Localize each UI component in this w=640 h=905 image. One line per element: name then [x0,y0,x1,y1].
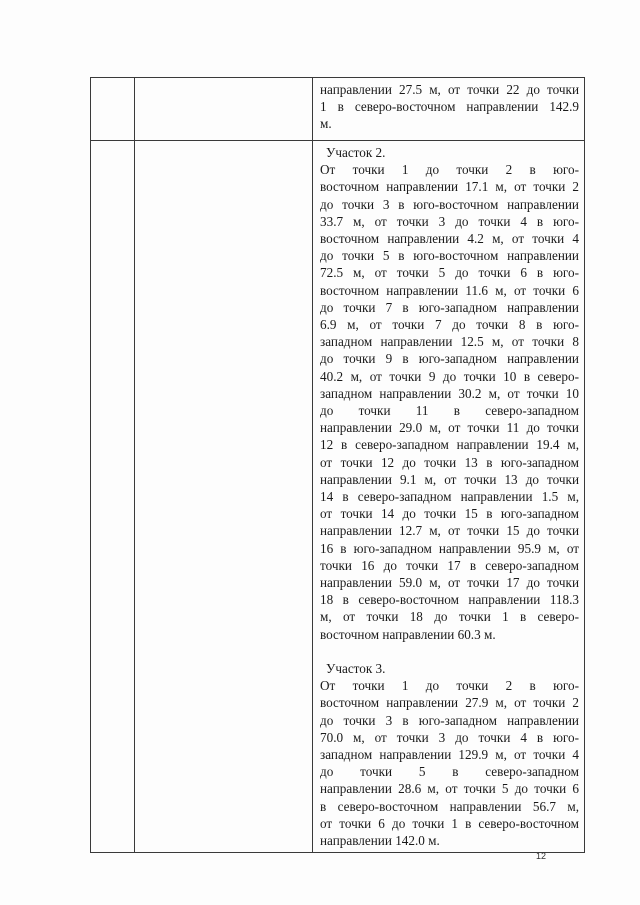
text-line: восточном направлении 11.6 м, от точки 6 [320,282,579,298]
text-line: восточном направлении 17.1 м, от точки 2 [320,179,579,195]
section-spacer [320,643,579,660]
text-line: до точки 3 в юго-восточном направлении [320,196,579,212]
text-line: 12 в северо-западном направлении 19.4 м, [320,437,579,453]
text-line: от точки 6 до точки 1 в северо-восточном [320,815,579,831]
text-line: до точки 3 в юго-западном направлении [320,712,579,728]
row1-text [313,78,584,136]
text-line: от точки 12 до точки 13 в юго-западном [320,454,579,470]
text-line: западном направлении 12.5 м, от точки 8 [320,334,579,350]
text-line: направлении 29.0 м, от точки 11 до точки [320,420,579,436]
text-line: направлении 12.7 м, от точки 15 до точки [320,523,579,539]
text-line: м, от точки 18 до точки 1 в северо- [320,609,579,625]
section-2-body [320,161,579,643]
text-line: до точки 11 в северо-западном [320,403,579,419]
text-line: 6.9 м, от точки 7 до точки 8 в юго- [320,317,579,333]
table-cell-name [135,78,313,141]
section-2-title: Участок 2. [326,145,386,160]
text-line: западном направлении 30.2 м, от точки 10 [320,385,579,401]
table-cell-number [91,141,135,853]
text-line: 33.7 м, от точки 3 до точки 4 в юго- [320,213,579,229]
section-3-body [320,677,579,849]
table-row [91,141,585,853]
text-line: 18 в северо-восточном направлении 118.3 [320,592,579,608]
text-line: до точки 5 в северо-западном [320,764,579,780]
text-line: 72.5 м, от точки 5 до точки 6 в юго- [320,265,579,281]
page-number: 12 [536,851,547,861]
text-line: направлении 27.5 м, от точки 22 до точки [320,82,579,97]
text-line: 40.2 м, от точки 9 до точки 10 в северо- [320,368,579,384]
text-line: направлении 142.0 м. [320,832,440,848]
text-line: в северо-восточном направлении 56.7 м, [320,798,579,814]
sections-text [313,141,584,852]
text-line: восточном направлении 27.9 м, от точки 2 [320,695,579,711]
table-row [91,78,585,141]
text-line: От точки 1 до точки 2 в юго- [320,162,579,178]
text-line: восточном направлении 60.3 м. [320,626,496,642]
text-line: 70.0 м, от точки 3 до точки 4 в юго- [320,729,579,745]
text-line: направлении 28.6 м, от точки 5 до точки 6 [320,781,579,797]
text-line: западном направлении 129.9 м, от точки 4 [320,746,579,762]
table-cell-description [313,78,585,141]
text-line: направлении 9.1 м, от точки 13 до точки [320,471,579,487]
text-line: 16 в юго-западном направлении 95.9 м, от [320,540,579,556]
text-line: 1 в северо-восточном направлении 142.9 [320,99,579,115]
text-line: От точки 1 до точки 2 в юго- [320,678,579,694]
text-line: 14 в северо-западном направлении 1.5 м, [320,489,579,505]
text-line: м. [320,116,332,132]
text-line: до точки 9 в юго-западном направлении [320,351,579,367]
section-3-title: Участок 3. [326,660,386,676]
text-line: направлении 59.0 м, от точки 17 до точки [320,575,579,591]
text-line: от точки 14 до точки 15 в юго-западном [320,506,579,522]
table-cell-name [135,141,313,853]
text-line: восточном направлении 4.2 м, от точки 4 [320,231,579,247]
text-line: до точки 7 в юго-западном направлении [320,299,579,315]
table-cell-number [91,78,135,141]
table-cell-description [313,141,585,853]
text-line: до точки 5 в юго-восточном направлении [320,248,579,264]
text-line: точки 16 до точки 17 в северо-западном [320,557,579,573]
boundary-description-table [90,77,585,853]
